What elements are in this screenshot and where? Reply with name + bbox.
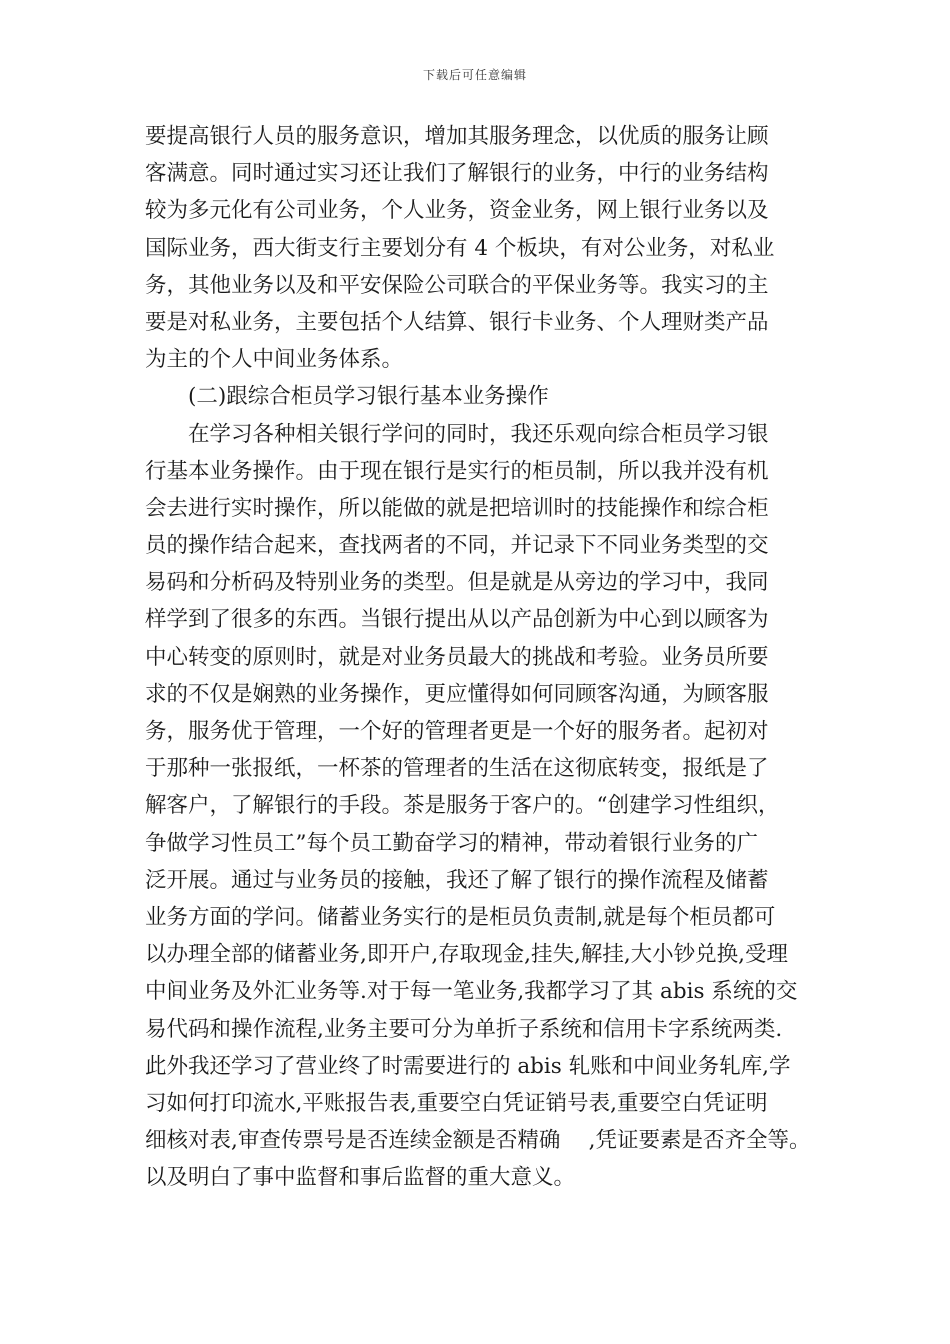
page-header: 下载后可任意编辑 — [422, 68, 527, 82]
text-line: 泛开展。通过与业务员的接触，我还了解了银行的操作流程及储蓄 — [145, 867, 769, 893]
text-line: 较为多元化有公司业务，个人业务，资金业务，网上银行业务以及 — [145, 198, 769, 224]
text-line: 细核对表,审查传票号是否连续金额是否精确 ,凭证要素是否齐全等。 — [145, 1128, 811, 1154]
text-line: 行基本业务操作。由于现在银行是实行的柜员制，所以我并没有机 — [145, 458, 769, 484]
text-line: 务，其他业务以及和平安保险公司联合的平保业务等。我实习的主 — [145, 272, 769, 298]
text-line: 要是对私业务，主要包括个人结算、银行卡业务、个人理财类产品 — [145, 309, 769, 335]
text-line: 国际业务，西大街支行主要划分有 4 个板块，有对公业务，对私业 — [145, 235, 775, 261]
text-line: 以办理全部的储蓄业务,即开户,存取现金,挂失,解挂,大小钞兑换,受理 — [145, 942, 789, 968]
text-line: 客满意。同时通过实习还让我们了解银行的业务，中行的业务结构 — [145, 161, 769, 187]
text-line: 员的操作结合起来，查找两者的不同，并记录下不同业务类型的交 — [145, 533, 769, 559]
text-line: 易码和分析码及特别业务的类型。但是就是从旁边的学习中，我同 — [145, 570, 769, 596]
text-line: 业务方面的学问。储蓄业务实行的是柜员负责制,就是每个柜员都可 — [145, 904, 776, 930]
text-line: 会去进行实时操作，所以能做的就是把培训时的技能操作和综合柜 — [145, 495, 769, 521]
text-line: 习如何打印流水,平账报告表,重要空白凭证销号表,重要空白凭证明 — [145, 1090, 768, 1116]
text-line: 在学习各种相关银行学问的同时，我还乐观向综合柜员学习银 — [188, 421, 769, 447]
section-heading: (二)跟综合柜员学习银行基本业务操作 — [188, 384, 549, 410]
text-line: 争做学习性员工”每个员工勤奋学习的精神，带动着银行业务的广 — [145, 830, 758, 856]
text-line: 于那种一张报纸，一杯茶的管理者的生活在这彻底转变，报纸是了 — [145, 756, 769, 782]
text-line: 解客户，了解银行的手段。茶是服务于客户的。“创建学习性组织， — [145, 793, 780, 819]
text-line: 要提高银行人员的服务意识，增加其服务理念，以优质的服务让顾 — [145, 124, 769, 149]
text-line: 此外我还学习了营业终了时需要进行的 abis 轧账和中间业务轧库,学 — [145, 1053, 791, 1079]
text-line: 为主的个人中间业务体系。 — [145, 347, 404, 373]
document-body — [145, 118, 810, 1196]
text-line: 样学到了很多的东西。当银行提出从以产品创新为中心到以顾客为 — [145, 607, 769, 633]
text-line: 求的不仅是娴熟的业务操作，更应懂得如何同顾客沟通，为顾客服 — [145, 681, 769, 707]
text-line: 中心转变的原则时，就是对业务员最大的挑战和考验。业务员所要 — [145, 644, 769, 670]
text-line: 以及明白了事中监督和事后监督的重大意义。 — [145, 1165, 576, 1191]
text-line: 中间业务及外汇业务等.对于每一笔业务,我都学习了其 abis 系统的交 — [145, 979, 798, 1005]
text-line: 易代码和操作流程,业务主要可分为单折子系统和信用卡字系统两类. — [145, 1016, 783, 1042]
text-line: 务，服务优于管理，一个好的管理者更是一个好的服务者。起初对 — [145, 719, 769, 744]
